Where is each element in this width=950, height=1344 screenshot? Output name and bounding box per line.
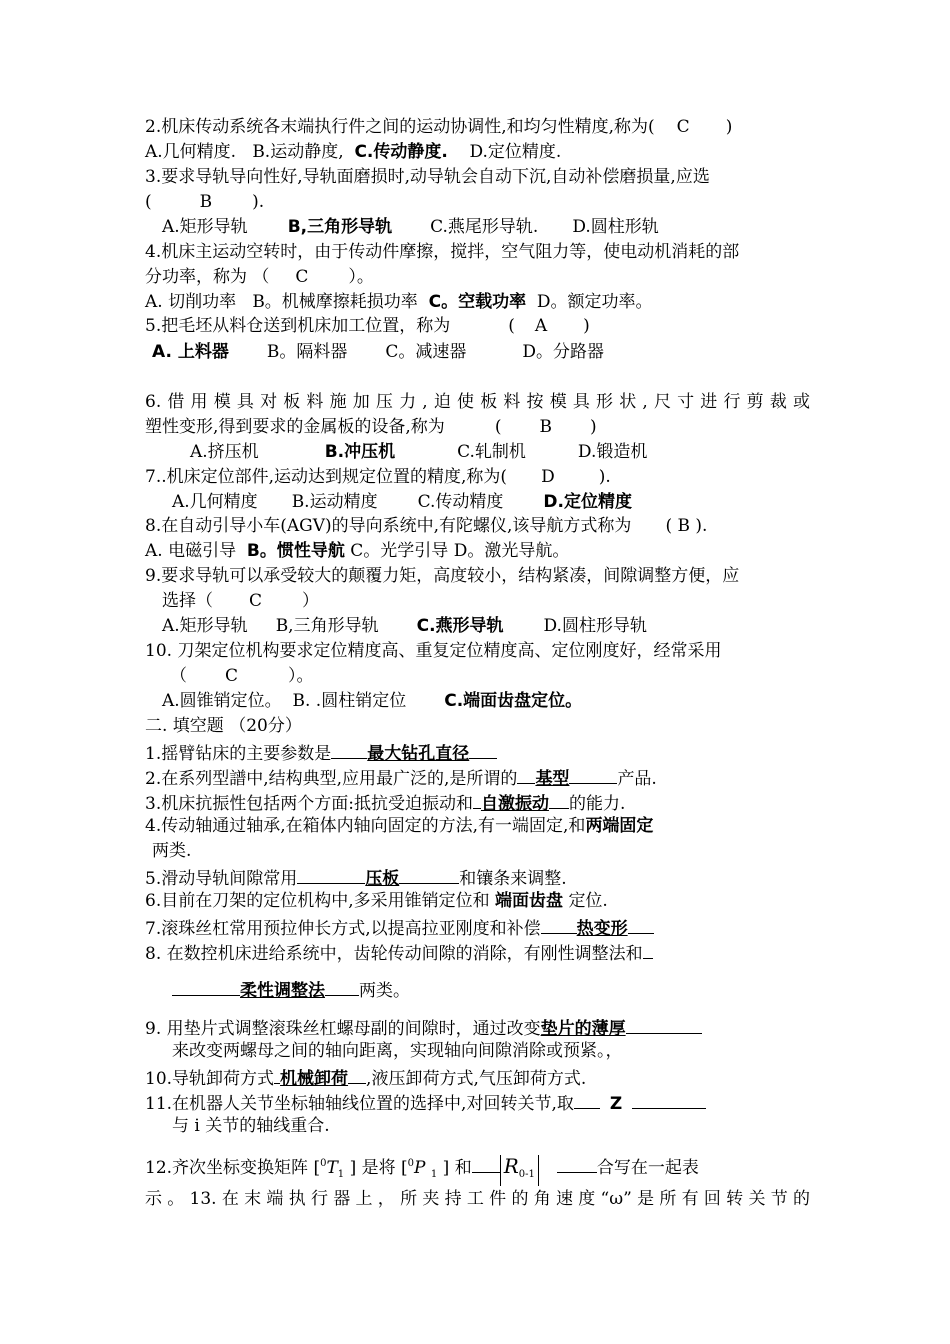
- fill-5: 5.滑动导轨间隙常用 压板 和镶条来调整.: [145, 865, 810, 890]
- question-10-answer: （ C ）。: [170, 666, 314, 686]
- question-4-stem-2: 分功率，称为 （ C ）。: [145, 267, 374, 287]
- fill-13-line: 示。13.在末端执行器上，所夹持工件的角速度“ω”是所有回转关节的: [145, 1189, 810, 1209]
- fill-3: 3.机床抗振性包括两个方面:抵抗受迫振动和 自激振动 的能力.: [145, 790, 810, 815]
- question-2-stem: 2.机床传动系统各末端执行件之间的运动协调性,和均匀性精度,称为( C ): [145, 117, 733, 137]
- fill-1: 1.摇臂钻床的主要参数是 最大钻孔直径: [145, 740, 810, 765]
- question-3-options: A.矩形导轨 B,三角形导轨 C.燕尾形导轨. D.圆柱形轨: [162, 217, 659, 237]
- fill-4-line-2: 两类.: [152, 841, 192, 861]
- question-6-stem-2: 塑性变形,得到要求的金属板的设备,称为 ( B ): [145, 417, 597, 437]
- question-5-stem: 5.把毛坯从料仓送到机床加工位置，称为 ( A ): [145, 316, 590, 336]
- question-9-stem-2: 选择（ C ）: [162, 591, 320, 611]
- fill-2: 2.在系列型譜中,结构典型,应用最广泛的,是所谓的 基型 产品.: [145, 765, 810, 790]
- fill-4: 4.传动轴通过轴承,在箱体内轴向固定的方法,有一端固定,和两端固定: [145, 816, 654, 836]
- question-7-options: A.几何精度 B.运动精度 C.传动精度 D.定位精度: [172, 492, 632, 512]
- question-9-stem-1: 9.要求导轨可以承受较大的颠覆力矩，高度较小，结构紧凑，间隙调整方便，应: [145, 566, 740, 586]
- fill-6: 6.目前在刀架的定位机构中,多采用锥销定位和 端面齿盘 定位.: [145, 891, 608, 911]
- fill-11: 11.在机器人关节坐标轴轴线位置的选择中,对回转关节,取 Z: [145, 1090, 810, 1115]
- fill-8: 8. 在数控机床进给系统中，齿轮传动间隙的消除，有刚性调整法和: [145, 940, 810, 965]
- question-4-stem-1: 4.机床主运动空转时，由于传动件摩擦，搅拌，空气阻力等，使电动机消耗的部: [145, 242, 740, 262]
- question-7-stem: 7..机床定位部件,运动达到规定位置的精度,称为( D ).: [145, 467, 611, 487]
- fill-10: 10.导轨卸荷方式 机械卸荷 ,液压卸荷方式,气压卸荷方式.: [145, 1065, 810, 1090]
- fill-9-line-2: 来改变两螺母之间的轴向距离，实现轴向间隙消除或预紧。，: [172, 1041, 623, 1061]
- question-6-options: A.挤压机 B.冲压机 C.轧制机 D.锻造机: [190, 442, 648, 462]
- question-10-stem: 10. 刀架定位机构要求定位精度高、重复定位精度高、定位刚度好，经常采用: [145, 641, 722, 661]
- question-2-options: A.几何精度. B.运动静度, C.传动静度. D.定位精度.: [145, 142, 562, 162]
- question-5-options: A. 上料器 B。隔料器 C。减速器 D。分路器: [152, 342, 605, 362]
- fill-9: 9. 用垫片式调整滚珠丝杠螺母副的间隙时，通过改变垫片的薄厚: [145, 1015, 810, 1040]
- fill-12: 12.齐次坐标变换矩阵 [$^0T_1$ ] 是将 [$^0$P $_1$ ] 和 $R_{0-1}$ 合写在一起表: [145, 1153, 810, 1186]
- fill-7: 7.滚珠丝杠常用预拉伸长方式,以提高拉亚刚度和补偿 热变形: [145, 915, 810, 940]
- fill-11-line-2: 与 i 关节的轴线重合.: [172, 1116, 330, 1136]
- question-8-options: A. 电磁引导 B。惯性导航 C。光学引导 D。激光导航。: [145, 541, 570, 561]
- question-3-stem: 3.要求导轨导向性好,导轨面磨损时,动导轨会自动下沉,自动补偿磨损量,应选: [145, 167, 710, 187]
- question-6-stem-1: 6.借用模具对板料施加压力,迫使板料按模具形状,尺寸进行剪裁或: [145, 392, 810, 412]
- question-8-stem: 8.在自动引导小车(AGV)的导向系统中,有陀螺仪,该导航方式称为 ( B ).: [145, 516, 708, 536]
- question-4-options: A. 切削功率 B。机械摩擦耗损功率 C。空载功率 D。额定功率。: [145, 292, 653, 312]
- fill-8-line-2: 柔性调整法 两类。: [172, 977, 837, 1002]
- question-10-options: A.圆锥销定位。 B. .圆柱销定位 C.端面齿盘定位。: [162, 691, 583, 711]
- question-9-options: A.矩形导轨 B,三角形导轨 C.燕形导轨 D.圆柱形导轨: [162, 616, 647, 636]
- section-heading-fill-blank: 二. 填空题 （20分）: [145, 716, 302, 736]
- rotation-matrix-symbol: $R_{0-1}$: [500, 1155, 539, 1186]
- question-3-answer: ( B ).: [145, 192, 265, 212]
